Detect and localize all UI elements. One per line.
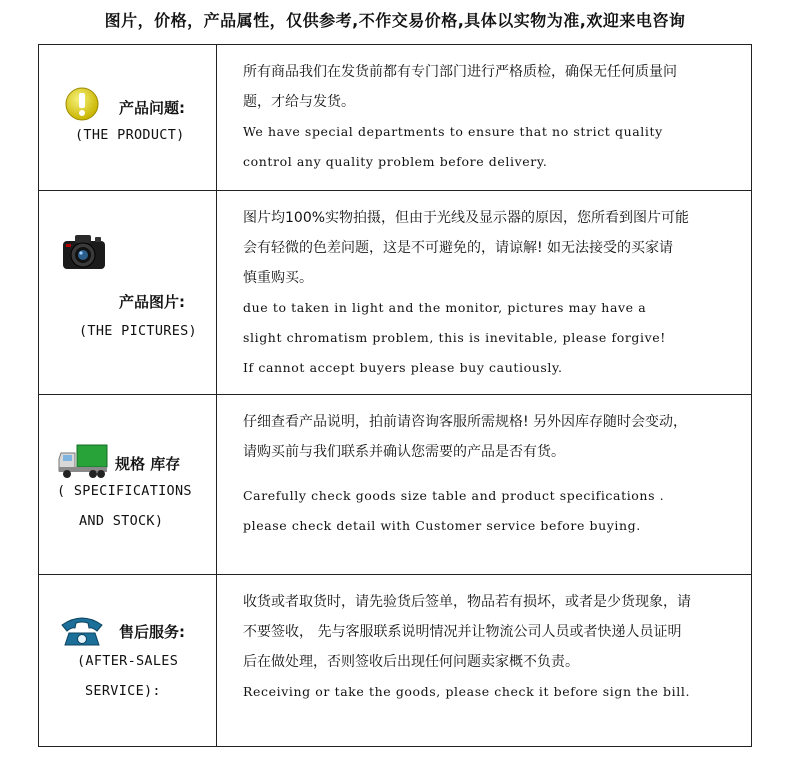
description-cn-line: 所有商品我们在发货前都有专门部门进行严格质检，确保无任何质量问 <box>243 64 677 80</box>
policy-table <box>38 44 752 747</box>
description-cn-line: 仔细查看产品说明，拍前请咨询客服所需规格! 另外因库存随时会变动， <box>243 414 688 430</box>
description-cell <box>217 45 751 190</box>
category-title-en: ( SPECIFICATIONS <box>57 483 192 499</box>
description-en-line: Receiving or take the goods, please check it before sign the bill. <box>243 684 691 699</box>
camera-icon <box>61 233 107 271</box>
description-en-line: Carefully check goods size table and product specifications . <box>243 488 665 503</box>
description-cn-line: 题，才给与发货。 <box>243 94 355 110</box>
category-title-cn: 规格 库存 <box>115 455 181 473</box>
description-en-line: please check detail with Customer service before buying. <box>243 518 641 533</box>
category-title-cn: 产品图片: <box>119 293 185 311</box>
description-cn-line: 不要签收， 先与客服联系说明情况并让物流公司人员或者快递人员证明 <box>243 624 682 640</box>
description-cn-line: 慎重购买。 <box>243 270 313 286</box>
category-title-en: (THE PRODUCT) <box>75 127 185 143</box>
truck-icon <box>57 443 109 479</box>
description-cn-line: 收货或者取货时，请先验货后签单，物品若有损坏，或者是少货现象，请 <box>243 594 691 610</box>
description-en-line: We have special departments to ensure that no strict quality <box>243 124 663 139</box>
description-cell <box>217 395 751 574</box>
description-en-line: due to taken in light and the monitor, pictures may have a <box>243 300 647 315</box>
description-cn-line: 请购买前与我们联系并确认您需要的产品是否有货。 <box>243 444 565 460</box>
telephone-icon <box>59 613 105 647</box>
description-cell <box>217 575 751 746</box>
description-cn-line: 后在做处理，否则签收后出现任何问题卖家概不负责。 <box>243 654 579 670</box>
category-title-cn: 售后服务: <box>119 623 185 641</box>
policy-row-after-sales <box>39 575 751 746</box>
description-en-line: slight chromatism problem, this is inevitable, please forgive! <box>243 330 666 345</box>
category-title-en: (THE PICTURES) <box>79 323 197 339</box>
description-cn-line: 会有轻微的色差问题，这是不可避免的，请谅解! 如无法接受的买家请 <box>243 240 674 256</box>
policy-row-specifications <box>39 395 751 575</box>
exclamation-icon <box>65 87 99 121</box>
policy-row-pictures <box>39 191 751 395</box>
category-cell <box>39 575 217 746</box>
category-title-en: AND STOCK) <box>79 513 164 529</box>
description-en-line: control any quality problem before delivery. <box>243 154 548 169</box>
policy-row-product <box>39 45 751 191</box>
category-cell <box>39 395 217 574</box>
category-title-en: SERVICE): <box>85 683 161 699</box>
category-cell <box>39 191 217 394</box>
description-cn-line: 图片均100%实物拍摄，但由于光线及显示器的原因，您所看到图片可能 <box>243 210 690 226</box>
category-cell <box>39 45 217 190</box>
page-title: 图片，价格，产品属性，仅供参考,不作交易价格,具体以实物为准,欢迎来电咨询 <box>104 11 686 30</box>
description-en-line: If cannot accept buyers please buy cautiously. <box>243 360 563 375</box>
category-title-cn: 产品问题: <box>119 99 185 117</box>
category-title-en: (AFTER-SALES <box>77 653 179 669</box>
description-cell <box>217 191 751 394</box>
